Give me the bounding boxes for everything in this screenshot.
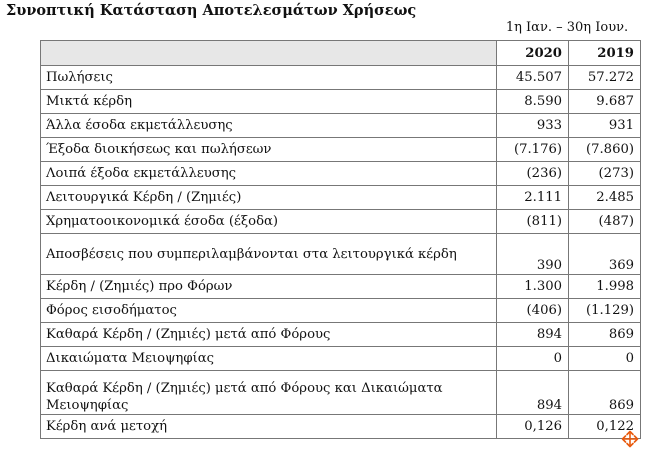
row-label: Πωλήσεις	[41, 66, 497, 90]
row-label: Αποσβέσεις που συμπεριλαμβάνονται στα λειτουργικά κέρδη	[41, 234, 497, 275]
value-2020: 2.111	[497, 186, 569, 210]
value-2020: 390	[497, 234, 569, 275]
value-2019: 931	[569, 114, 641, 138]
table-row	[41, 90, 641, 114]
row-label: Καθαρά Κέρδη / (Ζημιές) μετά από Φόρους και Δικαιώματα Μειοψηφίας	[41, 371, 497, 415]
table-row	[41, 371, 641, 415]
income-statement-table	[40, 40, 641, 439]
value-2020: (236)	[497, 162, 569, 186]
value-2019: 1.998	[569, 275, 641, 299]
value-2020: (7.176)	[497, 138, 569, 162]
value-2019: (273)	[569, 162, 641, 186]
value-2019: 0,122	[569, 415, 641, 439]
row-label: Έξοδα διοικήσεως και πωλήσεων	[41, 138, 497, 162]
row-label: Άλλα έσοδα εκμετάλλευσης	[41, 114, 497, 138]
row-label: Δικαιώματα Μειοψηφίας	[41, 347, 497, 371]
table-row	[41, 323, 641, 347]
row-label: Κέρδη / (Ζημιές) προ Φόρων	[41, 275, 497, 299]
zoom-expand-icon[interactable]	[621, 430, 639, 448]
table-row	[41, 66, 641, 90]
table-row	[41, 234, 641, 275]
value-2020: 8.590	[497, 90, 569, 114]
value-2019: (1.129)	[569, 299, 641, 323]
page-title: Συνοπτική Κατάσταση Αποτελεσμάτων Χρήσεως	[6, 2, 417, 19]
value-2019: 2.485	[569, 186, 641, 210]
table-row	[41, 415, 641, 439]
value-2019: 9.687	[569, 90, 641, 114]
row-label: Λειτουργικά Κέρδη / (Ζημιές)	[41, 186, 497, 210]
header-row	[41, 41, 641, 66]
value-2019: 369	[569, 234, 641, 275]
header-year-2020: 2020	[497, 41, 569, 66]
value-2019: (7.860)	[569, 138, 641, 162]
row-label: Κέρδη ανά μετοχή	[41, 415, 497, 439]
value-2020: (406)	[497, 299, 569, 323]
value-2019: 869	[569, 323, 641, 347]
value-2020: 894	[497, 371, 569, 415]
value-2020: 1.300	[497, 275, 569, 299]
table-row	[41, 275, 641, 299]
table-row	[41, 347, 641, 371]
value-2019: (487)	[569, 210, 641, 234]
period-label: 1η Ιαν. – 30η Ιουν.	[505, 20, 629, 35]
table-row	[41, 138, 641, 162]
row-label: Χρηματοοικονομικά έσοδα (έξοδα)	[41, 210, 497, 234]
value-2019: 0	[569, 347, 641, 371]
table-row	[41, 162, 641, 186]
header-year-2019: 2019	[569, 41, 641, 66]
row-label: Λοιπά έξοδα εκμετάλλευσης	[41, 162, 497, 186]
value-2019: 57.272	[569, 66, 641, 90]
table-row	[41, 186, 641, 210]
value-2020: 45.507	[497, 66, 569, 90]
row-label: Καθαρά Κέρδη / (Ζημιές) μετά από Φόρους	[41, 323, 497, 347]
value-2020: 894	[497, 323, 569, 347]
row-label: Φόρος εισοδήματος	[41, 299, 497, 323]
table-row	[41, 210, 641, 234]
value-2020: 0	[497, 347, 569, 371]
header-label-cell	[41, 41, 497, 66]
table-row	[41, 114, 641, 138]
value-2020: 933	[497, 114, 569, 138]
table-row	[41, 299, 641, 323]
value-2019: 869	[569, 371, 641, 415]
row-label: Μικτά κέρδη	[41, 90, 497, 114]
value-2020: (811)	[497, 210, 569, 234]
value-2020: 0,126	[497, 415, 569, 439]
